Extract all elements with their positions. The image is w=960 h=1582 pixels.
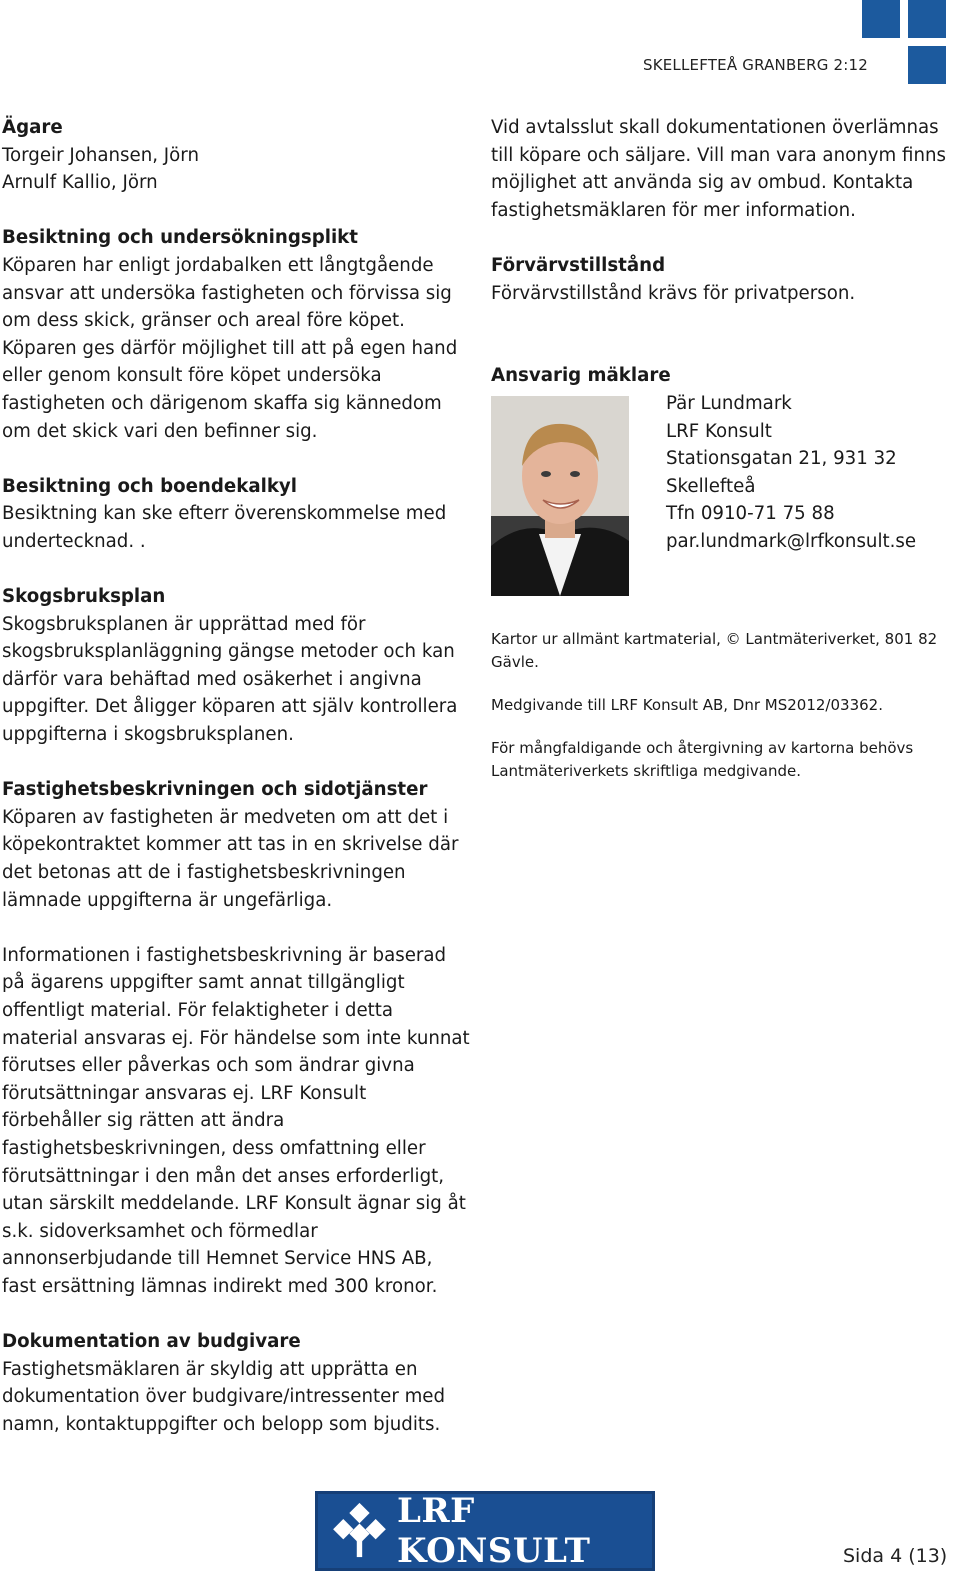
map-copyright-note: Kartor ur allmänt kartmaterial, © Lantmäteriverket, 801 82 Gävle. (491, 629, 938, 671)
info-paragraph: Informationen i fastighetsbeskrivning är baserad på ägarens uppgifter samt annat tillgängligt offentligt material. För felaktigheter i detta material ansvaras ej. För händelse som inte kunnat förutses eller påverkas och som ändrar givna förutsättningar ansvaras ej. LRF Konsult förbehåller sig rätten att ändra fastighetsbeskrivningen, dess omfattning eller förutsättningar i den mån det anses erforderligt, utan särskilt meddelande. LRF Konsult ägnar sig åt s.k. sidoverksamhet och förmedlar annonserbjudande till Hemnet Service HNS AB, fast ersättning lämnas indirekt med 300 kronor. (2, 944, 470, 1297)
permit-section (491, 252, 956, 307)
right-column (491, 114, 956, 803)
intro-section (491, 114, 956, 224)
reproduction-note: För mångfaldigande och återgivning av kartorna behövs Lantmäteriverkets skriftliga medgivande. (491, 738, 914, 780)
bidders-heading: Dokumentation av budgivare (2, 1331, 301, 1353)
inspection-calc-heading: Besiktning och boendekalkyl (2, 475, 298, 497)
agent-email[interactable]: par.lundmark@lrfkonsult.se (666, 530, 917, 552)
description-services-text: Köparen av fastigheten är medveten om att det i köpekontraktet kommer att tas in en skrivelse där det betonas att de i fastighetsbeskrivningen lämnade uppgifterna är ungefärliga. (2, 806, 459, 911)
agent-heading: Ansvarig mäklare (491, 365, 671, 387)
agent-phone: Tfn 0910-71 75 88 (666, 503, 835, 525)
document-header: SKELLEFTEÅ GRANBERG 2:12 (643, 56, 869, 74)
owner-section (2, 114, 470, 197)
permit-text: Förvärvstillstånd krävs för privatperson. (491, 282, 856, 304)
inspection-calc-text: Besiktning kan ske efterr överenskommelse med undertecknad. . (2, 503, 447, 552)
agent-card (491, 390, 956, 610)
agent-name: Pär Lundmark (666, 392, 792, 414)
owner-line: Arnulf Kallio, Jörn (2, 172, 158, 194)
inspection-duty-heading: Besiktning och undersökningsplikt (2, 227, 358, 249)
page-number: Sida 4 (13) (843, 1545, 948, 1567)
description-services-section (2, 776, 470, 914)
permission-note: Medgivande till LRF Konsult AB, Dnr MS2012/03362. (491, 695, 883, 714)
lrf-konsult-logo (315, 1491, 655, 1571)
corner-square (862, 0, 900, 38)
forestry-plan-section (2, 583, 470, 749)
forestry-plan-heading: Skogsbruksplan (2, 586, 166, 608)
permit-heading: Förvärvstillstånd (491, 254, 666, 276)
agent-company: LRF Konsult (666, 420, 772, 442)
corner-square (908, 46, 946, 84)
bidders-text: Fastighetsmäklaren är skyldig att upprätta en dokumentation över budgivare/intressenter med namn, kontaktuppgifter och belopp som bjudits. (2, 1358, 446, 1435)
logo-text: LRF KONSULT (396, 1491, 591, 1571)
corner-square (908, 0, 946, 38)
left-column (2, 114, 470, 1466)
description-services-heading: Fastighetsbeskrivningen och sidotjänster (2, 779, 428, 801)
inspection-duty-text: Köparen har enligt jordabalken ett långtgående ansvar att undersöka fastigheten och förvissa sig om dess skick, gränser och areal före köpet. Köparen ges därför möjlighet till att på egen hand eller genom konsult före köpet undersöka fastigheten och därigenom skaffa sig kännedom om det skick vari den befinner sig. (2, 254, 458, 442)
bidders-section (2, 1328, 470, 1438)
agent-details (666, 390, 916, 556)
forestry-plan-text: Skogsbruksplanen är upprättad med för skogsbruksplanläggning gängse metoder och kan därför vara behäftad med osäkerhet i angivna uppgifter. Det åligger köparen att själv kontrollera uppgifterna i skogsbruksplanen. (2, 613, 458, 746)
inspection-calc-section (2, 473, 470, 556)
clover-logo-icon (328, 1496, 391, 1566)
owner-line: Torgeir Johansen, Jörn (2, 144, 199, 166)
agent-photo (491, 396, 629, 596)
info-section (2, 942, 470, 1301)
intro-text: Vid avtalsslut skall dokumentationen överlämnas till köpare och säljare. Vill man vara anonym finns möjlighet att använda sig av ombud. Kontakta fastighetsmäklaren för mer information. (491, 117, 946, 221)
agent-street: Stationsgatan 21, 931 32 (666, 448, 897, 470)
owner-heading: Ägare (2, 117, 63, 138)
agent-city: Skellefteå (666, 475, 756, 497)
inspection-duty-section (2, 224, 470, 445)
